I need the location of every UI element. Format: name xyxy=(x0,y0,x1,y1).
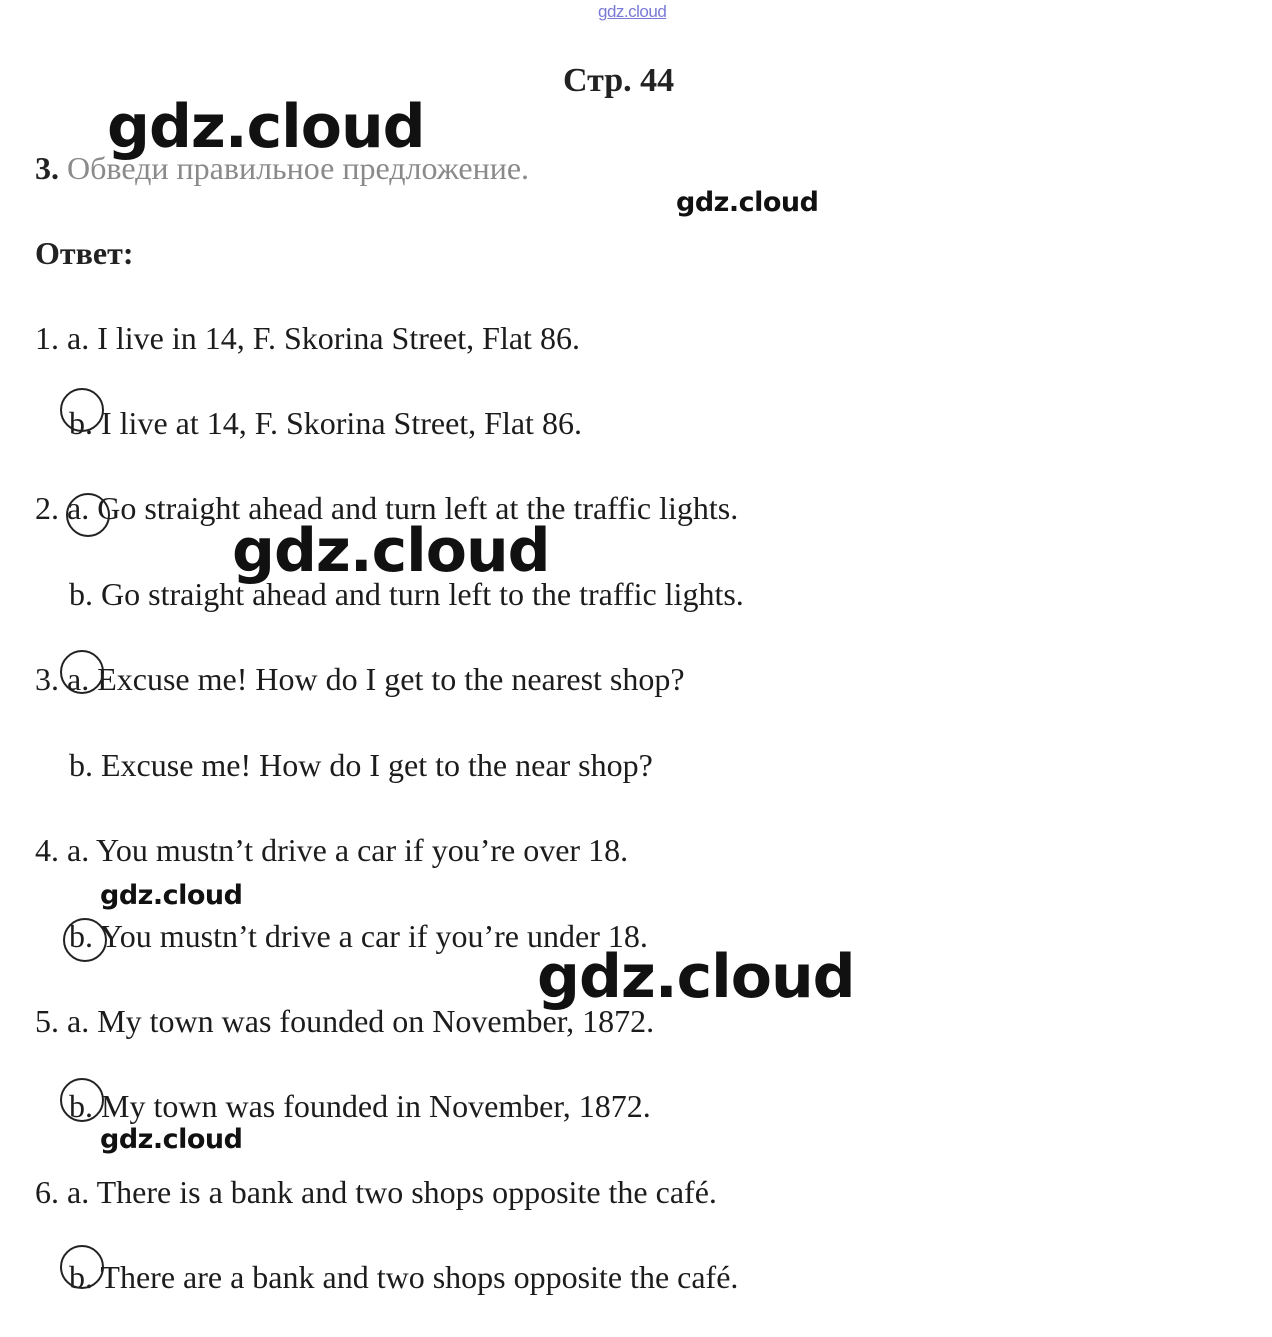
item-6a: 6. a. There is a bank and two shops opposite the café. xyxy=(35,1174,717,1210)
item-2b: b. Go straight ahead and turn left to the traffic lights. xyxy=(69,576,744,612)
task-text: Обведи правильное предложение. xyxy=(67,150,530,186)
watermark-3: gdz.cloud xyxy=(232,516,550,586)
item-5b: b. My town was founded in November, 1872. xyxy=(69,1088,651,1124)
item-3a: 3. a. Excuse me! How do I get to the nearest shop? xyxy=(35,661,685,697)
item-1b: b. I live at 14, F. Skorina Street, Flat 86. xyxy=(69,405,582,441)
watermark-5: gdz.cloud xyxy=(537,942,855,1012)
answer-circle-5b xyxy=(60,1078,104,1122)
item-1a: 1. a. I live in 14, F. Skorina Street, Flat 86. xyxy=(35,320,580,356)
answer-circle-6b xyxy=(60,1245,104,1289)
watermark-2: gdz.cloud xyxy=(676,187,819,218)
item-3b: b. Excuse me! How do I get to the near shop? xyxy=(69,747,653,783)
answer-label: Ответ: xyxy=(35,235,134,271)
answer-circle-3a xyxy=(60,650,104,694)
item-5a: 5. a. My town was founded on November, 1872. xyxy=(35,1003,655,1039)
watermark-6: gdz.cloud xyxy=(100,1124,243,1155)
watermark-1: gdz.cloud xyxy=(107,92,425,162)
top-watermark-link[interactable]: gdz.cloud xyxy=(598,2,667,21)
answer-circle-1b xyxy=(60,388,104,432)
item-4a: 4. a. You mustn’t drive a car if you’re over 18. xyxy=(35,832,629,868)
watermark-4: gdz.cloud xyxy=(100,880,243,911)
page-title: Стр. 44 xyxy=(563,62,675,99)
answer-circle-4b xyxy=(63,918,107,962)
item-2a: 2. a. Go straight ahead and turn left at the traffic lights. xyxy=(35,490,739,526)
answer-circle-2a xyxy=(66,493,110,537)
item-6b: b. There are a bank and two shops opposite the café. xyxy=(69,1259,739,1295)
task-number: 3. xyxy=(35,150,59,186)
item-4b: b. You mustn’t drive a car if you’re under 18. xyxy=(69,918,648,954)
